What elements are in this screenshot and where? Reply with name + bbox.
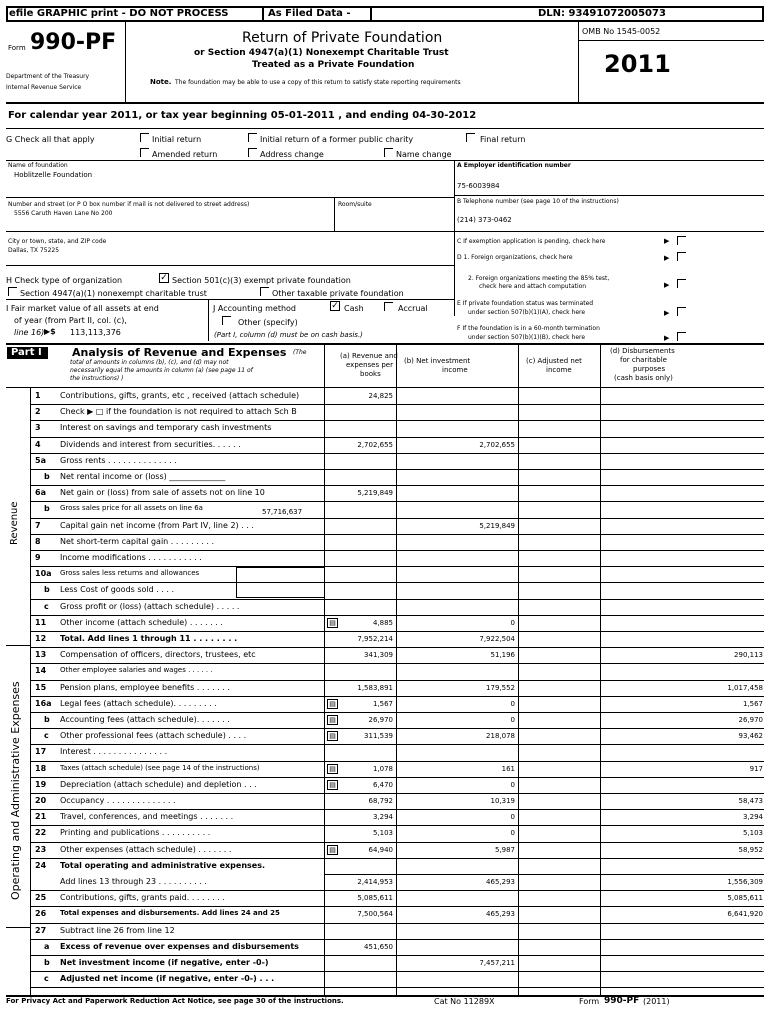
table-row <box>0 923 770 939</box>
cell-col-d: 1,567 <box>742 699 763 708</box>
e-label-1: E If private foundation status was terminated <box>457 300 594 307</box>
d1-arrow-icon: ▶ <box>664 254 670 262</box>
row-description: Other professional fees (attach schedule) . . . . <box>60 731 247 741</box>
cell-col-d: 5,103 <box>742 829 763 838</box>
row-line-number: 25 <box>35 893 47 903</box>
j-accrual-checkbox[interactable] <box>384 302 393 311</box>
i-label-1: I Fair market value of all assets at end <box>6 304 159 313</box>
table-row <box>0 939 770 955</box>
form-subtitle-2: Treated as a Private Foundation <box>252 60 415 70</box>
part-title-note-1: (The <box>293 349 307 356</box>
cell-col-d: 5,085,611 <box>727 894 763 903</box>
row-description: Net gain or (loss) from sale of assets not on line 10 <box>60 488 265 498</box>
note-text: The foundation may be able to use a copy of this return to satisfy state reporting requirements <box>175 79 461 86</box>
table-row <box>0 501 770 517</box>
street-label: Number and street (or P O box number if mail is not delivered to street address) <box>8 201 250 208</box>
city-label: City or town, state, and ZIP code <box>8 238 107 245</box>
d2-label-2: check here and attach computation <box>479 283 587 290</box>
initial-former-label: Initial return of a former public charity <box>260 135 414 144</box>
cell-col-b: 0 <box>510 618 515 627</box>
cell-col-d: 917 <box>749 764 763 773</box>
row-line-number: 5a <box>35 455 46 465</box>
row-description: Pension plans, employee benefits . . . . . . . <box>60 682 230 692</box>
cell-col-a: 2,414,953 <box>357 878 393 886</box>
i-label-2: of year (from Part II, col. (c), <box>14 316 127 325</box>
table-row <box>0 582 770 598</box>
revenue-side-label: Revenue <box>9 501 20 545</box>
table-row <box>0 550 770 566</box>
table-row <box>0 793 770 809</box>
attach-schedule-icon[interactable]: ▤ <box>327 764 338 774</box>
check-all-label: G Check all that apply <box>6 135 95 144</box>
tax-year: 2011 <box>604 50 671 78</box>
cell-col-d: 290,113 <box>734 651 763 660</box>
table-row <box>0 437 770 453</box>
cell-col-b: 5,987 <box>494 845 515 854</box>
final-return-checkbox[interactable] <box>466 133 475 142</box>
table-row <box>0 566 770 582</box>
row-line-number: a <box>44 941 50 951</box>
f-checkbox[interactable] <box>677 332 686 341</box>
attach-schedule-icon[interactable]: ▤ <box>327 618 338 628</box>
f-arrow-icon: ▶ <box>664 334 670 342</box>
row-line-number: 7 <box>35 520 41 530</box>
row-line-number: b <box>44 585 50 595</box>
table-row <box>0 825 770 841</box>
h-other-checkbox[interactable] <box>260 287 269 296</box>
row-line-number: b <box>44 715 50 724</box>
cell-col-a: 68,792 <box>368 797 393 805</box>
table-row <box>0 906 770 922</box>
cat-number: Cat No 11289X <box>434 997 495 1006</box>
name-label: Name of foundation <box>8 162 68 169</box>
d2-label-1: 2. Foreign organizations meeting the 85% test, <box>468 275 610 282</box>
cell-col-a: 4,885 <box>372 618 393 627</box>
row-description: Total operating and administrative expenses. <box>60 860 265 870</box>
row-description: Accounting fees (attach schedule). . . . . . . <box>60 715 230 724</box>
cell-col-a: 1,078 <box>372 764 393 773</box>
i-fmv-value: 113,113,376 <box>70 328 121 337</box>
attach-schedule-icon[interactable]: ▤ <box>327 845 338 855</box>
col-d-header-3: purposes <box>633 365 666 373</box>
c-checkbox[interactable] <box>677 236 686 245</box>
row-description: Contributions, gifts, grants, etc , received (attach schedule) <box>60 391 300 400</box>
cell-col-b: 7,457,211 <box>479 959 515 967</box>
row-description: Dividends and interest from securities. . . . . . <box>60 439 241 449</box>
cell-col-b: 179,552 <box>486 683 515 692</box>
row-line-number: 18 <box>35 763 47 773</box>
col-c-header-2: income <box>546 366 572 374</box>
row-line-number: c <box>44 974 49 984</box>
address-change-label: Address change <box>260 150 324 159</box>
row-line-number: 17 <box>35 747 47 757</box>
row-line-number: 6a <box>35 488 46 498</box>
table-row <box>0 485 770 501</box>
table-row <box>0 955 770 971</box>
h-4947-checkbox[interactable] <box>8 287 17 296</box>
row-line-number: 2 <box>35 407 41 417</box>
line6b-gross-sales-value: 57,716,637 <box>262 508 303 516</box>
f-label-2: under section 507(b)(1)(B), check here <box>468 334 586 341</box>
initial-former-checkbox[interactable] <box>248 133 257 142</box>
row-line-number: 14 <box>35 666 47 676</box>
dln: DLN: 93491072005073 <box>538 8 666 19</box>
cell-col-d: 3,294 <box>742 813 763 822</box>
cell-col-a: 5,085,611 <box>357 894 393 903</box>
d2-arrow-icon: ▶ <box>664 281 670 289</box>
cell-col-d: 58,952 <box>738 845 763 854</box>
row-description: Gross profit or (loss) (attach schedule) . . . . . <box>60 601 240 611</box>
table-row <box>0 453 770 469</box>
i-arrow-icon: ▶$ <box>44 327 56 336</box>
cell-col-a: 5,103 <box>372 829 393 838</box>
row-description: Other expenses (attach schedule) . . . . . . . <box>60 844 232 854</box>
col-a-header-3: books <box>360 370 381 378</box>
e-checkbox[interactable] <box>677 307 686 316</box>
row-description: Income modifications . . . . . . . . . . . <box>60 553 202 562</box>
row-line-number: 12 <box>35 634 47 643</box>
cell-col-a: 7,952,214 <box>357 635 393 643</box>
j-other-checkbox[interactable] <box>222 316 231 325</box>
footer-form-label: Form <box>579 997 600 1006</box>
row-line-number: b <box>44 472 50 481</box>
row-line-number: 3 <box>35 423 41 433</box>
row-description: Net investment income (if negative, enter -0-) <box>60 958 269 967</box>
row-line-number: 19 <box>35 779 47 789</box>
cell-col-a: 5,219,849 <box>357 489 393 498</box>
cell-col-a: 7,500,564 <box>357 910 393 919</box>
e-label-2: under section 507(b)(1)(A), check here <box>468 309 586 316</box>
cell-col-a: 26,970 <box>368 716 393 724</box>
cell-col-d: 26,970 <box>738 716 763 724</box>
table-row <box>0 712 770 728</box>
row-description: Legal fees (attach schedule). . . . . . . . . <box>60 698 217 708</box>
col-b-header-2: income <box>442 366 468 374</box>
cell-col-a: 64,940 <box>368 845 393 854</box>
row-description: Taxes (attach schedule) (see page 14 of the instructions) <box>60 763 260 772</box>
row-description: Travel, conferences, and meetings . . . . . . . <box>60 812 234 822</box>
row-line-number: 1 <box>35 391 41 400</box>
name-change-label: Name change <box>396 150 452 159</box>
city-state-zip: Dallas, TX 75225 <box>8 247 60 254</box>
table-row <box>0 874 770 890</box>
row-description: Adjusted net income (if negative, enter -0-) . . . <box>60 974 275 984</box>
table-row <box>0 744 770 760</box>
table-row <box>0 777 770 793</box>
calendar-year-line: For calendar year 2011, or tax year beginning 05-01-2011 , and ending 04-30-2012 <box>8 110 477 121</box>
part-title-note-2: total of amounts in columns (b), (c), and (d) may not <box>70 359 229 366</box>
cell-col-b: 0 <box>510 813 515 822</box>
footer-form-number: 990-PF <box>604 996 640 1006</box>
cell-col-b: 51,196 <box>490 651 515 660</box>
row-line-number: b <box>44 504 50 514</box>
h-label: H Check type of organization <box>6 276 123 285</box>
col-a-header-1: (a) Revenue and <box>340 352 398 360</box>
col-b-header-1: (b) Net investment <box>404 357 471 365</box>
expenses-side-label: Operating and Administrative Expenses <box>9 681 22 900</box>
h-501c3-label: Section 501(c)(3) exempt private foundation <box>172 276 351 285</box>
row-line-number: 10a <box>35 569 52 579</box>
j-accrual-label: Accrual <box>398 304 428 313</box>
privacy-notice: For Privacy Act and Paperwork Reduction Act Notice, see page 30 of the instructions. <box>6 997 344 1005</box>
row-description: Excess of revenue over expenses and disbursements <box>60 941 299 951</box>
j-note: (Part I, column (d) must be on cash basis.) <box>214 331 363 339</box>
row-line-number: 23 <box>35 844 47 854</box>
table-row <box>0 599 770 615</box>
row-description: Printing and publications . . . . . . . . . . <box>60 828 211 838</box>
row-line-number: b <box>44 958 50 967</box>
cell-col-a: 2,702,655 <box>357 440 393 449</box>
cell-col-b: 0 <box>510 716 515 724</box>
dept-irs: Internal Revenue Service <box>6 84 82 91</box>
dept-treasury: Department of the Treasury <box>6 73 90 80</box>
cell-col-a: 6,470 <box>372 780 393 789</box>
row-line-number: 21 <box>35 812 47 822</box>
form-subtitle-1: or Section 4947(a)(1) Nonexempt Charitable Trust <box>194 48 449 58</box>
foundation-name: Hoblitzelle Foundation <box>14 171 93 179</box>
table-row <box>0 534 770 550</box>
c-label: C If exemption application is pending, check here <box>457 238 606 245</box>
j-cash-label: Cash <box>344 304 364 313</box>
footer-form-year: (2011) <box>643 997 670 1006</box>
table-row <box>0 842 770 858</box>
cell-col-b: 5,219,849 <box>479 521 515 530</box>
table-row <box>0 696 770 712</box>
i-label-3: line 16) <box>14 328 45 337</box>
row-description: Compensation of officers, directors, trustees, etc <box>60 650 256 660</box>
h-other-label: Other taxable private foundation <box>272 289 404 298</box>
cell-col-a: 451,650 <box>364 942 393 951</box>
cell-col-b: 0 <box>510 699 515 708</box>
part-title: Analysis of Revenue and Expenses <box>72 346 287 359</box>
row-description: Gross sales price for all assets on line 6a <box>60 504 203 513</box>
form-label: Form <box>8 44 26 52</box>
cell-col-d: 1,556,309 <box>727 878 763 886</box>
row-line-number: 26 <box>35 909 47 919</box>
row-description: Net rental income or (loss) ______________ <box>60 472 226 481</box>
row-description: Gross rents . . . . . . . . . . . . . . <box>60 455 177 465</box>
row-description: Interest . . . . . . . . . . . . . . . <box>60 747 168 757</box>
table-row <box>0 809 770 825</box>
table-row <box>0 647 770 663</box>
part-title-note-3: necessarily equal the amounts in column (a) (see page 11 of <box>70 367 253 374</box>
row-line-number: 16a <box>35 698 52 708</box>
table-row <box>0 663 770 679</box>
cell-col-b: 2,702,655 <box>479 440 515 449</box>
line10-inline-field[interactable] <box>236 567 324 597</box>
phone-value: (214) 373-0462 <box>457 216 512 224</box>
room-label: Room/suite <box>338 201 372 208</box>
attach-schedule-icon[interactable]: ▤ <box>327 699 338 709</box>
table-row <box>0 469 770 485</box>
amended-return-label: Amended return <box>152 150 218 159</box>
row-description: Occupancy . . . . . . . . . . . . . . <box>60 796 176 805</box>
row-description: Gross sales less returns and allowances <box>60 569 200 578</box>
row-description: Depreciation (attach schedule) and depletion . . . <box>60 779 257 789</box>
cell-col-b: 465,293 <box>486 910 515 919</box>
table-row <box>0 858 770 874</box>
d1-checkbox[interactable] <box>677 252 686 261</box>
address-change-checkbox[interactable] <box>248 148 257 157</box>
e-arrow-icon: ▶ <box>664 309 670 317</box>
table-row <box>0 388 770 404</box>
row-line-number: 20 <box>35 796 47 805</box>
col-d-header-4: (cash basis only) <box>614 374 673 382</box>
f-label-1: F If the foundation is in a 60-month termination <box>457 325 600 332</box>
table-row <box>0 971 770 987</box>
row-line-number: 27 <box>35 925 47 935</box>
cell-col-a: 24,825 <box>368 392 393 400</box>
d1-label: D 1. Foreign organizations, check here <box>457 254 573 261</box>
cell-col-b: 161 <box>501 764 515 773</box>
h-501c3-checkbox[interactable]: ✓ <box>160 273 168 283</box>
row-description: Other income (attach schedule) . . . . . . . <box>60 617 223 627</box>
form-title: Return of Private Foundation <box>242 30 443 46</box>
col-d-header-1: (d) Disbursements <box>610 347 675 355</box>
ein-label: A Employer identification number <box>457 162 571 169</box>
j-cash-checkbox[interactable]: ✓ <box>331 301 339 311</box>
table-row <box>0 761 770 777</box>
row-description: Interest on savings and temporary cash investments <box>60 423 272 433</box>
form-number: 990-PF <box>30 30 117 55</box>
row-line-number: 8 <box>35 536 41 546</box>
table-row <box>0 615 770 631</box>
col-d-header-2: for charitable <box>620 356 667 364</box>
row-description: Other employee salaries and wages . . . . . . <box>60 666 213 675</box>
row-description: Check ▶ □ if the foundation is not required to attach Sch B <box>60 407 297 417</box>
row-description: Subtract line 26 from line 12 <box>60 925 175 935</box>
cell-col-b: 465,293 <box>486 878 515 886</box>
table-row <box>0 420 770 436</box>
row-line-number: 15 <box>35 682 47 692</box>
cell-col-d: 1,017,458 <box>727 683 763 692</box>
phone-label: B Telephone number (see page 10 of the instructions) <box>457 198 619 205</box>
attach-schedule-icon[interactable]: ▤ <box>327 780 338 790</box>
name-change-checkbox[interactable] <box>384 148 393 157</box>
table-row <box>0 890 770 906</box>
row-description: Total expenses and disbursements. Add lines 24 and 25 <box>60 909 280 918</box>
row-description: Capital gain net income (from Part IV, line 2) . . . <box>60 520 254 530</box>
row-description: Net short-term capital gain . . . . . . . . . <box>60 536 215 546</box>
j-label: J Accounting method <box>213 304 297 313</box>
part-title-note-4: the instructions) ) <box>70 375 124 382</box>
initial-return-checkbox[interactable] <box>140 133 149 142</box>
table-row <box>0 631 770 647</box>
attach-schedule-icon[interactable]: ▤ <box>327 731 338 741</box>
table-row <box>0 404 770 420</box>
filed-data-label: As Filed Data - <box>268 8 351 19</box>
cell-col-d: 58,473 <box>738 797 763 805</box>
row-description: Total. Add lines 1 through 11 . . . . . . . . <box>60 634 238 643</box>
cell-col-b: 0 <box>510 780 515 789</box>
ein-value: 75-6003984 <box>457 182 500 190</box>
attach-schedule-icon[interactable]: ▤ <box>327 715 338 725</box>
cell-col-a: 341,309 <box>364 651 393 660</box>
col-c-header-1: (c) Adjusted net <box>526 357 582 365</box>
row-line-number: 24 <box>35 860 47 870</box>
c-arrow-icon: ▶ <box>664 237 670 245</box>
table-row <box>0 518 770 534</box>
part-tag: Part I <box>7 347 48 359</box>
final-return-label: Final return <box>480 135 526 144</box>
row-line-number: 11 <box>35 617 47 627</box>
cell-col-a: 1,583,891 <box>357 683 393 692</box>
row-line-number: 9 <box>35 553 41 562</box>
street-address: 5556 Caruth Haven Lane No 200 <box>14 210 113 217</box>
row-description: Contributions, gifts, grants paid. . . . . . . . <box>60 893 225 903</box>
col-a-header-2: expenses per <box>346 361 393 369</box>
row-description: Less Cost of goods sold . . . . <box>60 585 175 595</box>
row-line-number: 13 <box>35 650 47 660</box>
h-4947-label: Section 4947(a)(1) nonexempt charitable trust <box>20 289 207 298</box>
cell-col-d: 6,641,920 <box>727 910 763 919</box>
row-line-number: c <box>44 601 49 611</box>
d2-checkbox[interactable] <box>677 279 686 288</box>
table-row <box>0 728 770 744</box>
cell-col-b: 218,078 <box>486 732 515 741</box>
cell-col-b: 7,922,504 <box>479 635 515 643</box>
cell-col-a: 311,539 <box>364 732 393 741</box>
cell-col-a: 1,567 <box>372 699 393 708</box>
amended-return-checkbox[interactable] <box>140 148 149 157</box>
table-row <box>0 680 770 696</box>
row-description: Add lines 13 through 23 . . . . . . . . . . <box>60 877 207 886</box>
cell-col-d: 93,462 <box>738 732 763 741</box>
row-line-number: c <box>44 731 49 741</box>
row-line-number: 22 <box>35 828 47 838</box>
note-label: Note. <box>150 78 172 86</box>
cell-col-b: 0 <box>510 829 515 838</box>
initial-return-label: Initial return <box>152 135 202 144</box>
omb-number: OMB No 1545-0052 <box>582 27 661 36</box>
row-line-number: 4 <box>35 439 41 449</box>
cell-col-a: 3,294 <box>372 813 393 822</box>
efile-label: efile GRAPHIC print - DO NOT PROCESS <box>9 8 229 19</box>
j-other-label: Other (specify) <box>238 318 298 327</box>
cell-col-b: 10,319 <box>490 797 515 805</box>
